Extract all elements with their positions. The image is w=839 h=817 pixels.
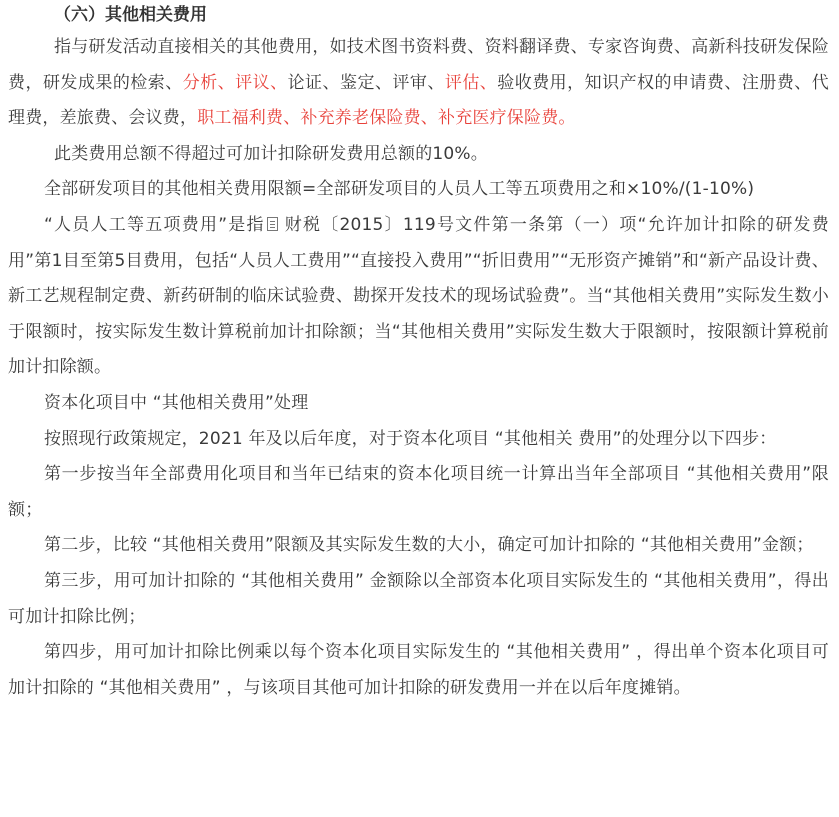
highlight-evaluation: 评估、 xyxy=(444,72,498,93)
definition-text-3: 验收费用，知识产权的申请费、注册费、代理费，差旅费、会议费， xyxy=(8,72,829,129)
paragraph-five-expenses xyxy=(8,208,829,386)
document-icon[interactable] xyxy=(267,217,278,231)
highlight-welfare-insurance: 职工福利费、补充养老保险费、补充医疗保险费。 xyxy=(197,108,576,129)
paragraph-capitalized-title: 资本化项目中 “其他相关费用”处理 xyxy=(44,392,309,413)
paragraph-limit-rule: 此类费用总额不得超过可加计扣除研发费用总额的10%。 xyxy=(54,143,488,164)
paragraph-step-four: 第四步，用可加计扣除比例乘以每个资本化项目实际发生的 “其他相关费用” ，得出单个资本化项目可加计扣除的 “其他相关费用” ，与该项目其他可加计扣除的研发费用一并在以后年度摊销。 xyxy=(8,642,829,698)
five-expenses-intro: “人员人工等五项费用”是指 xyxy=(44,214,265,235)
paragraph-step-three: 第三步，用可加计扣除的 “其他相关费用” 金额除以全部资本化项目实际发生的 “其他相关费用”，得出可加计扣除比例； xyxy=(8,570,829,627)
paragraph-definition xyxy=(8,30,829,137)
five-expenses-text: 财税〔2015〕119号文件第一条第（一）项“允许加计扣除的研发费用”第1目至第5目费用，包括“人员人工费用”“直接投入费用”“折旧费用”“无形资产摊销”和“新产品设计费、新工艺规程制定费、新药研制的临床试验费、勘探开发技术的现场试验费”。当“其他相关费用”实际发生数小于限额时，按实际发生数计算税前加计扣除额；当“其他相关费用”实际发生数大于限额时，按限额计算税前加计扣除额。 xyxy=(8,214,829,378)
paragraph-limit-formula: 全部研发项目的其他相关费用限额=全部研发项目的人员人工等五项费用之和×10%/(1-10%) xyxy=(44,179,755,200)
paragraph-step-one: 第一步按当年全部费用化项目和当年已结束的资本化项目统一计算出当年全部项目 “其他相关费用”限额； xyxy=(8,464,829,520)
section-heading: （六）其他相关费用 xyxy=(54,5,207,25)
highlight-analysis-review: 分析、评议、 xyxy=(182,72,288,93)
paragraph-step-two: 第二步，比较 “其他相关费用”限额及其实际发生数的大小，确定可加计扣除的 “其他相关费用”金额； xyxy=(44,535,814,556)
paragraph-four-steps-intro: 按照现行政策规定，2021 年及以后年度，对于资本化项目 “其他相关 费用”的处理分以下四步： xyxy=(44,428,777,449)
definition-text: 指与研发活动直接相关的其他费用，如技术图书资料费、资料翻译费、专家咨询费、高新科技研发保险费，研发成果的检索、 xyxy=(8,37,829,93)
definition-text-2: 论证、鉴定、评审、 xyxy=(287,72,445,93)
